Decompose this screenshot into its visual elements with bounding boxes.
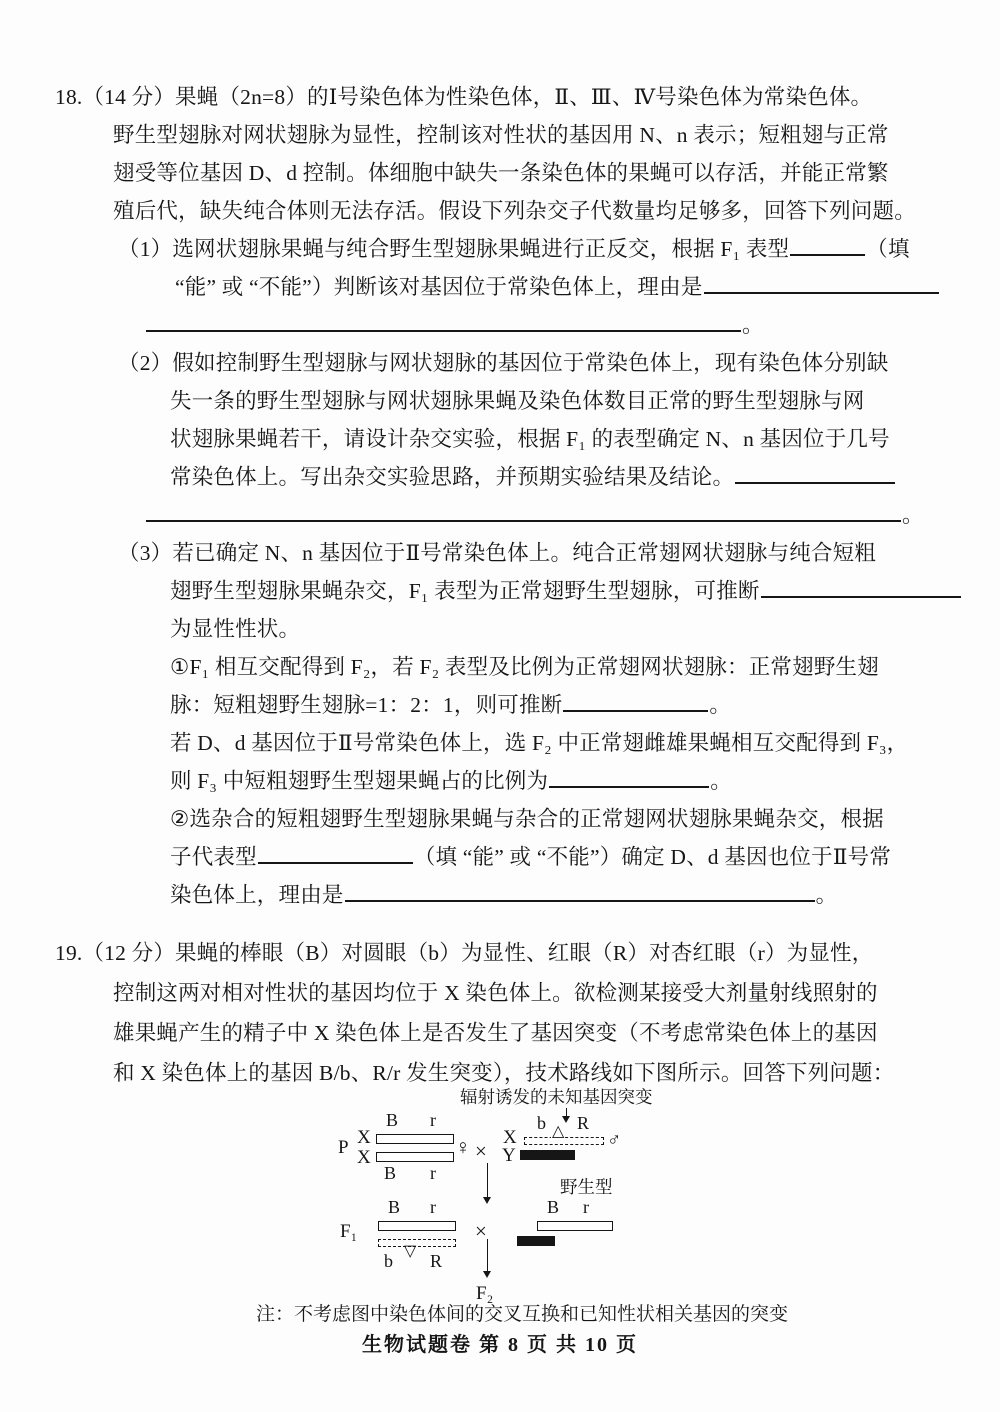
gene-label-R: R [430, 1251, 443, 1271]
diagram-note: 注：不考虑图中染色体间的交叉互换和已知性状相关基因的突变 [256, 1304, 789, 1325]
text-segment: 。 [710, 769, 732, 793]
text-line [0, 876, 1000, 914]
text-line [0, 610, 1000, 648]
mutation-annotation: 辐射诱发的未知基因突变 [460, 1087, 653, 1107]
text-line [0, 306, 1000, 344]
text-segment: （填 “能” 或 “不能”）确定 D、d 基因也位于Ⅱ号常 [413, 845, 892, 869]
x-chromosome-label: X [357, 1147, 371, 1168]
text-segment: 和 X 染色体上的基因 B/b、R/r 发生突变），技术路线如下图所示。回答下列问题： [113, 1061, 895, 1085]
gene-label-B: B [388, 1197, 401, 1217]
male-icon: ♂ [607, 1130, 622, 1151]
text-line [0, 344, 1000, 382]
gene-label-B: B [386, 1110, 399, 1130]
cross-icon: × [475, 1219, 487, 1243]
answer-blank [563, 693, 708, 712]
text-segment: 殖后代，缺失纯合体则无法存活。假设下列杂交子代数量均足够多，回答下列问题。 [113, 199, 916, 223]
text-segment: ①F₁ 相互交配得到 F₂，若 F₂ 表型及比例为正常翅网状翅脉：正常翅野生翅 [170, 655, 879, 679]
text-segment: 雄果蝇产生的精子中 X 染色体上是否发生了基因突变（不考虑常染色体上的基因 [113, 1021, 878, 1045]
text-segment: “能” 或 “不能”）判断该对基因位于常染色体上，理由是 [175, 275, 703, 299]
text-line [0, 686, 1000, 724]
answer-blank [146, 313, 741, 332]
text-line [0, 382, 1000, 420]
text-line [0, 648, 1000, 686]
answer-blank [761, 579, 961, 598]
cross-icon: × [475, 1139, 487, 1163]
text-segment: 失一条的野生型翅脉与网状翅脉果蝇及染色体数目正常的野生型翅脉与网 [170, 389, 865, 413]
text-segment: 常染色体上。写出杂交实验思路，并预期实验结果及结论。 [170, 465, 735, 489]
gene-label-b: b [537, 1113, 546, 1133]
text-segment: 19.（12 分）果蝇的棒眼（B）对圆眼（b）为显性、红眼（R）对杏红眼（r）为显性， [55, 941, 874, 965]
text-segment: 染色体上，理由是 [170, 883, 344, 907]
text-segment: 。 [709, 693, 732, 717]
text-segment: 若 D、d 基因位于Ⅱ号常染色体上，选 F₂ 中正常翅雌雄果蝇相互交配得到 F₃， [170, 731, 909, 755]
gene-label-R: R [577, 1113, 590, 1133]
text-segment: 。 [815, 883, 838, 907]
text-segment: 子代表型 [170, 845, 257, 869]
text-segment: 则 F₃ 中短粗翅野生型翅果蝇占的比例为 [170, 769, 549, 793]
text-segment: （2）假如控制野生型翅脉与网状翅脉的基因位于常染色体上，现有染色体分别缺 [118, 351, 889, 375]
text-line [0, 800, 1000, 838]
answer-blank [790, 237, 865, 256]
gene-label-B: B [384, 1163, 397, 1183]
text-segment: （填 [866, 237, 910, 261]
gene-label-B: B [547, 1197, 560, 1217]
text-line [0, 420, 1000, 458]
text-segment: 控制这两对相对性状的基因均位于 X 染色体上。欲检测某接受大剂量射线照射的 [113, 981, 878, 1005]
female-icon: ♀ [455, 1135, 471, 1159]
mutation-site-triangle-icon: ▽ [404, 1243, 417, 1260]
answer-blank [735, 465, 895, 484]
female-x-chromosome-bar [376, 1134, 454, 1144]
text-segment: 翅受等位基因 D、d 控制。体细胞中缺失一条染色体的果蝇可以存活，并能正常繁 [113, 161, 889, 185]
y-chromosome-bar [520, 1150, 575, 1160]
text-segment: 脉：短粗翅野生翅脉=1：2：1，则可推断 [170, 693, 563, 717]
descent-arrow [487, 1239, 488, 1275]
text-segment: 。 [902, 503, 924, 527]
answer-blank [345, 883, 815, 902]
gene-label-r: r [430, 1197, 436, 1217]
text-segment: ②选杂合的短粗翅野生型翅脉果蝇与杂合的正常翅网状翅脉果蝇杂交，根据 [170, 807, 884, 831]
text-line [0, 724, 1000, 762]
gene-label-r: r [430, 1163, 436, 1183]
f1-x-chromosome-bar-dashed [378, 1239, 456, 1247]
answer-blank [549, 769, 709, 788]
text-segment: 。 [742, 313, 764, 337]
text-line [0, 458, 1000, 496]
text-line [0, 268, 1000, 306]
text-segment: （1）选网状翅脉果蝇与纯合野生型翅脉果蝇进行正反交，根据 F₁ 表型 [118, 237, 790, 261]
f2-generation-label: F₂ [476, 1283, 494, 1304]
text-segment: 野生型翅脉对网状翅脉为显性，控制该对性状的基因用 N、n 表示；短粗翅与正常 [113, 123, 889, 147]
mutation-site-triangle-icon: △ [552, 1123, 565, 1140]
y-chromosome-label: Y [502, 1145, 516, 1166]
text-line [0, 192, 1000, 230]
text-segment: 为显性性状。 [170, 617, 301, 641]
text-segment: 翅野生型翅脉果蝇杂交，F₁ 表型为正常翅野生型翅脉，可推断 [170, 579, 760, 603]
answer-blank [146, 503, 901, 522]
text-line [0, 154, 1000, 192]
text-line [0, 838, 1000, 876]
f1-generation-label: F₁ [340, 1221, 358, 1242]
text-segment: 状翅脉果蝇若干，请设计杂交实验，根据 F₁ 的表型确定 N、n 基因位于几号 [170, 427, 890, 451]
x-chromosome-label: X [357, 1127, 371, 1148]
gene-label-b: b [384, 1251, 393, 1271]
f1-x-chromosome-bar [378, 1221, 456, 1231]
question-19 [0, 933, 1000, 1093]
text-line [0, 933, 1000, 973]
descent-arrow [487, 1163, 488, 1201]
f1-mate-x-chromosome-bar [537, 1221, 613, 1231]
x-chromosome-label: X [503, 1127, 517, 1148]
gene-label-r: r [583, 1197, 589, 1217]
female-x-chromosome-bar [376, 1152, 454, 1162]
p-generation-label: P [338, 1137, 349, 1158]
text-segment: 18.（14 分）果蝇（2n=8）的Ⅰ号染色体为性染色体，Ⅱ、Ⅲ、Ⅳ号染色体为常染色体。 [55, 85, 873, 109]
text-line [0, 496, 1000, 534]
text-line [0, 973, 1000, 1013]
gene-label-r: r [430, 1110, 436, 1130]
text-line [0, 1013, 1000, 1053]
text-line [0, 116, 1000, 154]
text-line [0, 78, 1000, 116]
answer-blank [704, 275, 939, 294]
text-segment: （3）若已确定 N、n 基因位于Ⅱ号常染色体上。纯合正常翅网状翅脉与纯合短粗 [118, 541, 876, 565]
text-line [0, 762, 1000, 800]
mutation-arrow-icon [566, 1108, 567, 1120]
y-chromosome-bar [517, 1236, 555, 1246]
text-line [0, 572, 1000, 610]
page-footer: 生物试题卷 第 8 页 共 10 页 [362, 1334, 638, 1356]
text-line [0, 534, 1000, 572]
cross-diagram [0, 1087, 1000, 1305]
text-line [0, 230, 1000, 268]
answer-blank [258, 845, 413, 864]
wild-type-label: 野生型 [560, 1177, 613, 1197]
